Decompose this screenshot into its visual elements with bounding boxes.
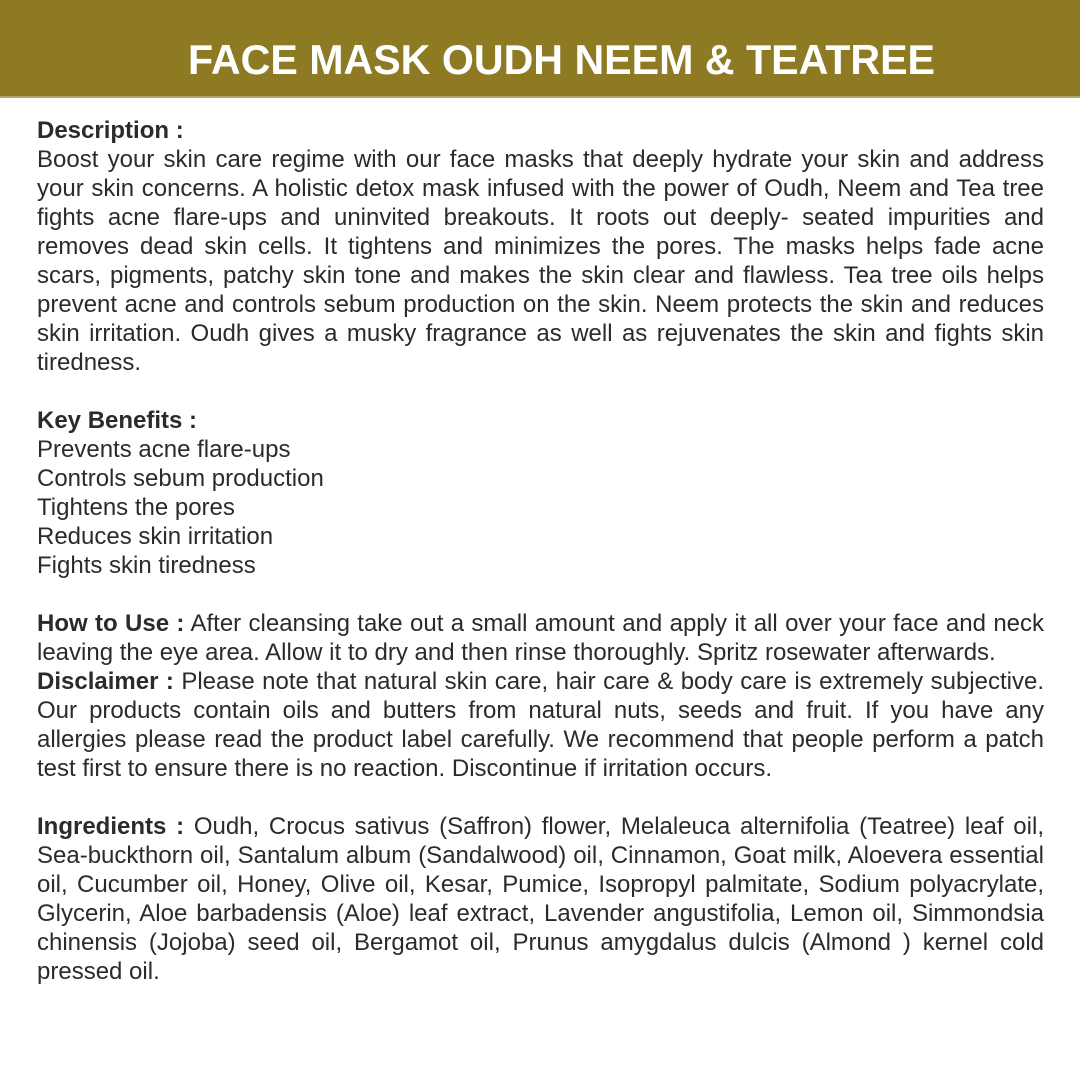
key-benefits-section	[37, 406, 1044, 580]
disclaimer-heading: Disclaimer :	[37, 668, 174, 695]
ingredients-text: Oudh, Crocus sativus (Saffron) flower, Melaleuca alternifolia (Teatree) leaf oil, Sea-buckthorn oil, Santalum album (Sandalwood) oil, Cinnamon, Goat milk, Aloevera essential oil, Cucumber oil, Honey, Olive oil, Kesar, Pumice, Isopropyl palmitate, Sodium polyacrylate, Glycerin, Aloe barbadensis (Aloe) leaf extract, Lavender angustifolia, Lemon oil, Simmondsia chinensis (Jojoba) seed oil, Bergamot oil, Prunus amygdalus dulcis (Almond ) kernel cold pressed oil.	[37, 813, 1044, 985]
ingredients-section	[37, 812, 1044, 986]
description-section	[37, 116, 1044, 377]
ingredients-heading: Ingredients :	[37, 813, 185, 840]
benefit-item: Fights skin tiredness	[37, 552, 256, 579]
disclaimer-section	[37, 667, 1044, 783]
description-heading: Description :	[37, 117, 184, 144]
benefit-item: Prevents acne flare-ups	[37, 436, 291, 463]
benefit-item: Reduces skin irritation	[37, 523, 274, 550]
benefit-item: Tightens the pores	[37, 494, 235, 521]
how-to-use-section	[37, 609, 1044, 667]
product-info	[37, 116, 1044, 986]
benefits-list	[37, 435, 1044, 580]
spacer	[37, 580, 1044, 609]
spacer	[37, 377, 1044, 406]
disclaimer-text: Please note that natural skin care, hair care & body care is extremely subjective. Our products contain oils and butters from natural nuts, seeds and fruit. If you have any allergies please read the product label carefully. We recommend that people perform a patch test first to ensure there is no reaction. Discontinue if irritation occurs.	[37, 668, 1045, 782]
benefit-item: Controls sebum production	[37, 465, 324, 492]
description-text: Boost your skin care regime with our face masks that deeply hydrate your skin and address your skin concerns. A holistic detox mask infused with the power of Oudh, Neem and Tea tree fights acne flare-ups and uninvited breakouts. It roots out deeply- seated impurities and removes dead skin cells. It tightens and minimizes the pores. The masks helps fade acne scars, pigments, patchy skin tone and makes the skin clear and flawless. Tea tree oils helps prevent acne and controls sebum production on the skin. Neem protects the skin and reduces skin irritation. Oudh gives a musky fragrance as well as rejuvenates the skin and fights skin tiredness.	[37, 146, 1044, 376]
how-to-use-heading: How to Use :	[37, 610, 185, 637]
title-banner	[0, 0, 1080, 98]
key-benefits-heading: Key Benefits :	[37, 407, 198, 434]
how-to-use-text: After cleansing take out a small amount and apply it all over your face and neck leaving the eye area. Allow it to dry and then rinse thoroughly. Spritz rosewater afterwards.	[37, 610, 1045, 666]
spacer	[37, 783, 1044, 812]
product-title: FACE MASK OUDH NEEM & TEATREE	[188, 36, 936, 83]
